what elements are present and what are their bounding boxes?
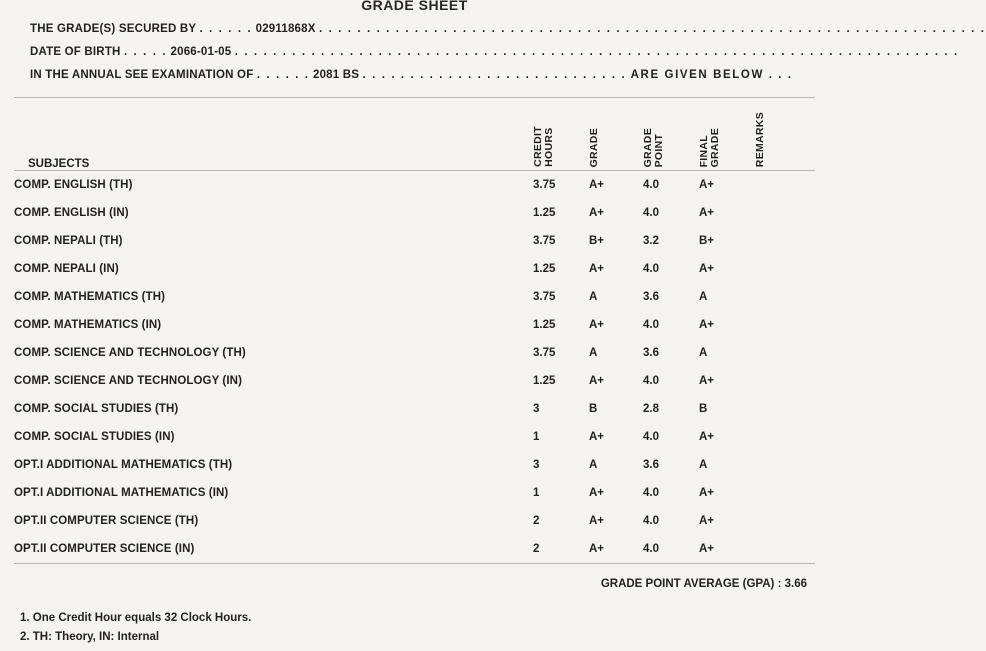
cell-final-grade: A+ xyxy=(699,207,715,219)
cell-credit-hours: 1.25 xyxy=(533,319,556,331)
header-dots-leading-1: . . . . . xyxy=(123,46,168,58)
cell-grade: A+ xyxy=(589,375,605,387)
table-row xyxy=(14,395,815,423)
cell-subject: COMP. ENGLISH (TH) xyxy=(14,179,133,191)
cell-final-grade: A+ xyxy=(699,375,715,387)
table-row xyxy=(14,423,815,451)
cell-grade: A+ xyxy=(589,487,605,499)
cell-remarks xyxy=(755,479,815,507)
header-line-date-of-birth xyxy=(30,41,959,64)
gpa-summary: GRADE POINT AVERAGE (GPA) : 3.66 xyxy=(600,578,807,590)
header-info-block xyxy=(0,10,986,87)
note-item-1: 1. One Credit Hour equals 32 Clock Hours. xyxy=(20,612,252,624)
cell-grade-point: 4.0 xyxy=(643,207,659,219)
column-header-grade-label: GRADE xyxy=(588,127,600,167)
cell-final-grade: A+ xyxy=(699,487,715,499)
cell-grade: A xyxy=(589,291,598,303)
cell-subject: COMP. SCIENCE AND TECHNOLOGY (IN) xyxy=(14,375,242,387)
column-header-grade xyxy=(589,98,643,171)
column-header-grade-point xyxy=(643,98,699,171)
cell-final-grade: A+ xyxy=(699,543,715,555)
grades-table-container xyxy=(14,97,815,564)
cell-grade-point: 4.0 xyxy=(643,263,659,275)
column-header-remarks-label: REMARKS xyxy=(754,111,766,167)
cell-grade-point: 4.0 xyxy=(643,179,659,191)
cell-remarks xyxy=(755,395,815,423)
table-row xyxy=(14,479,815,507)
cell-grade: B+ xyxy=(589,235,605,247)
cell-grade: A+ xyxy=(589,263,605,275)
cell-final-grade: A+ xyxy=(699,515,715,527)
cell-credit-hours: 3.75 xyxy=(533,291,556,303)
cell-subject: OPT.I ADDITIONAL MATHEMATICS (TH) xyxy=(14,459,233,471)
cell-credit-hours: 3 xyxy=(533,459,540,471)
header-label-examination: IN THE ANNUAL SEE EXAMINATION OF xyxy=(30,69,254,81)
cell-grade: A xyxy=(589,459,598,471)
table-row xyxy=(14,507,815,535)
table-header-row xyxy=(14,98,815,171)
cell-subject: OPT.II COMPUTER SCIENCE (IN) xyxy=(14,543,195,555)
cell-subject: COMP. SOCIAL STUDIES (TH) xyxy=(14,403,179,415)
cell-credit-hours: 1 xyxy=(533,431,540,443)
cell-grade: A+ xyxy=(589,543,605,555)
cell-subject: COMP. NEPALI (TH) xyxy=(14,235,123,247)
table-row xyxy=(14,171,815,200)
cell-remarks xyxy=(755,255,815,283)
table-row xyxy=(14,367,815,395)
cell-grade: A+ xyxy=(589,179,605,191)
cell-grade-point: 4.0 xyxy=(643,431,659,443)
cell-subject: COMP. MATHEMATICS (IN) xyxy=(14,319,162,331)
cell-grade: B xyxy=(589,403,598,415)
cell-remarks xyxy=(755,227,815,255)
cell-grade-point: 3.6 xyxy=(643,459,659,471)
header-label-grades-secured-by: THE GRADE(S) SECURED BY xyxy=(30,23,197,35)
column-header-remarks xyxy=(755,98,815,171)
header-line-examination xyxy=(30,64,805,87)
grades-table xyxy=(14,98,815,563)
header-value-symbol-number: 02911868X xyxy=(255,23,316,35)
cell-grade: A xyxy=(589,347,598,359)
cell-grade-point: 4.0 xyxy=(643,487,659,499)
cell-credit-hours: 2 xyxy=(533,543,540,555)
grades-table-header xyxy=(14,98,815,171)
column-header-credit-hours-label: CREDIT HOURS xyxy=(532,126,556,167)
cell-grade-point: 3.2 xyxy=(643,235,659,247)
cell-final-grade: A+ xyxy=(699,431,715,443)
note-item-2: 2. TH: Theory, IN: Internal xyxy=(20,631,160,643)
cell-subject: COMP. NEPALI (IN) xyxy=(14,263,119,275)
cell-credit-hours: 3.75 xyxy=(533,347,556,359)
header-label-date-of-birth: DATE OF BIRTH xyxy=(30,46,121,58)
cell-grade-point: 4.0 xyxy=(643,319,659,331)
header-dots-leading-2: . . . . . . xyxy=(256,69,310,81)
grades-table-body xyxy=(14,171,815,564)
cell-grade-point: 2.8 xyxy=(643,403,659,415)
cell-final-grade: A+ xyxy=(699,319,715,331)
table-row xyxy=(14,255,815,283)
cell-remarks xyxy=(755,339,815,367)
cell-final-grade: A+ xyxy=(699,263,715,275)
cell-remarks xyxy=(755,171,815,200)
column-header-grade-point-label: GRADE POINT xyxy=(642,127,666,167)
table-row xyxy=(14,339,815,367)
cell-final-grade: A xyxy=(699,291,708,303)
cell-grade-point: 4.0 xyxy=(643,375,659,387)
header-value-date-of-birth: 2066-01-05 xyxy=(170,46,232,58)
cell-credit-hours: 1 xyxy=(533,487,540,499)
cell-subject: COMP. ENGLISH (IN) xyxy=(14,207,129,219)
cell-subject: COMP. MATHEMATICS (TH) xyxy=(14,291,166,303)
cell-credit-hours: 1.25 xyxy=(533,375,556,387)
cell-remarks xyxy=(755,451,815,479)
cell-final-grade: B xyxy=(699,403,708,415)
header-value-exam-year: 2081 BS xyxy=(312,69,360,81)
notes-block xyxy=(0,590,829,644)
header-dots-trailing-1: . . . . . . . . . . . . . . . . . . . . . . . . . . . . . . . . . . . . . . . . . . . . . . . . . . . . . . . . . . . . . . . . . . . . . . . . . . . . xyxy=(234,46,959,58)
cell-credit-hours: 3.75 xyxy=(533,179,556,191)
table-row xyxy=(14,283,815,311)
cell-credit-hours: 1.25 xyxy=(533,263,556,275)
cell-subject: OPT.II COMPUTER SCIENCE (TH) xyxy=(14,515,199,527)
cell-grade-point: 3.6 xyxy=(643,347,659,359)
header-dots-trailing-0: . . . . . . . . . . . . . . . . . . . . . . . . . . . . . . . . . . . . . . . . . . . . . . . . . . . . . . . . . . . . . . . . . . . . . . xyxy=(319,23,986,35)
header-dots-leading-0: . . . . . . xyxy=(199,23,253,35)
cell-credit-hours: 1.25 xyxy=(533,207,556,219)
cell-final-grade: B+ xyxy=(699,235,715,247)
cell-credit-hours: 3 xyxy=(533,403,540,415)
header-dots-trailing-2: . . . . . . . . . . . . . . . . . . . . . . . . . . . . ARE GIVEN BELOW . . . xyxy=(362,69,793,81)
cell-final-grade: A+ xyxy=(699,179,715,191)
cell-subject: COMP. SOCIAL STUDIES (IN) xyxy=(14,431,175,443)
cell-remarks xyxy=(755,283,815,311)
column-header-subjects: SUBJECTS xyxy=(14,98,533,171)
cell-subject: COMP. SCIENCE AND TECHNOLOGY (TH) xyxy=(14,347,246,359)
cell-remarks xyxy=(755,367,815,395)
cell-remarks xyxy=(755,423,815,451)
cell-final-grade: A xyxy=(699,347,708,359)
table-row xyxy=(14,199,815,227)
page-title: GRADE SHEET xyxy=(361,0,468,13)
table-row xyxy=(14,311,815,339)
cell-grade-point: 4.0 xyxy=(643,515,659,527)
table-row xyxy=(14,535,815,563)
table-row xyxy=(14,227,815,255)
cell-credit-hours: 2 xyxy=(533,515,540,527)
cell-remarks xyxy=(755,311,815,339)
cell-grade: A+ xyxy=(589,319,605,331)
cell-grade-point: 4.0 xyxy=(643,543,659,555)
cell-grade-point: 3.6 xyxy=(643,291,659,303)
cell-remarks xyxy=(755,507,815,535)
table-row xyxy=(14,451,815,479)
column-header-final-grade xyxy=(699,98,755,171)
cell-remarks xyxy=(755,199,815,227)
header-line-grades-secured-by xyxy=(30,18,986,41)
column-header-credit-hours xyxy=(533,98,589,171)
cell-grade: A+ xyxy=(589,207,605,219)
cell-grade: A+ xyxy=(589,515,605,527)
cell-final-grade: A xyxy=(699,459,708,471)
cell-credit-hours: 3.75 xyxy=(533,235,556,247)
column-header-final-grade-label: FINAL GRADE xyxy=(698,127,722,167)
cell-subject: OPT.I ADDITIONAL MATHEMATICS (IN) xyxy=(14,487,229,499)
cell-grade: A+ xyxy=(589,431,605,443)
cell-remarks xyxy=(755,535,815,563)
